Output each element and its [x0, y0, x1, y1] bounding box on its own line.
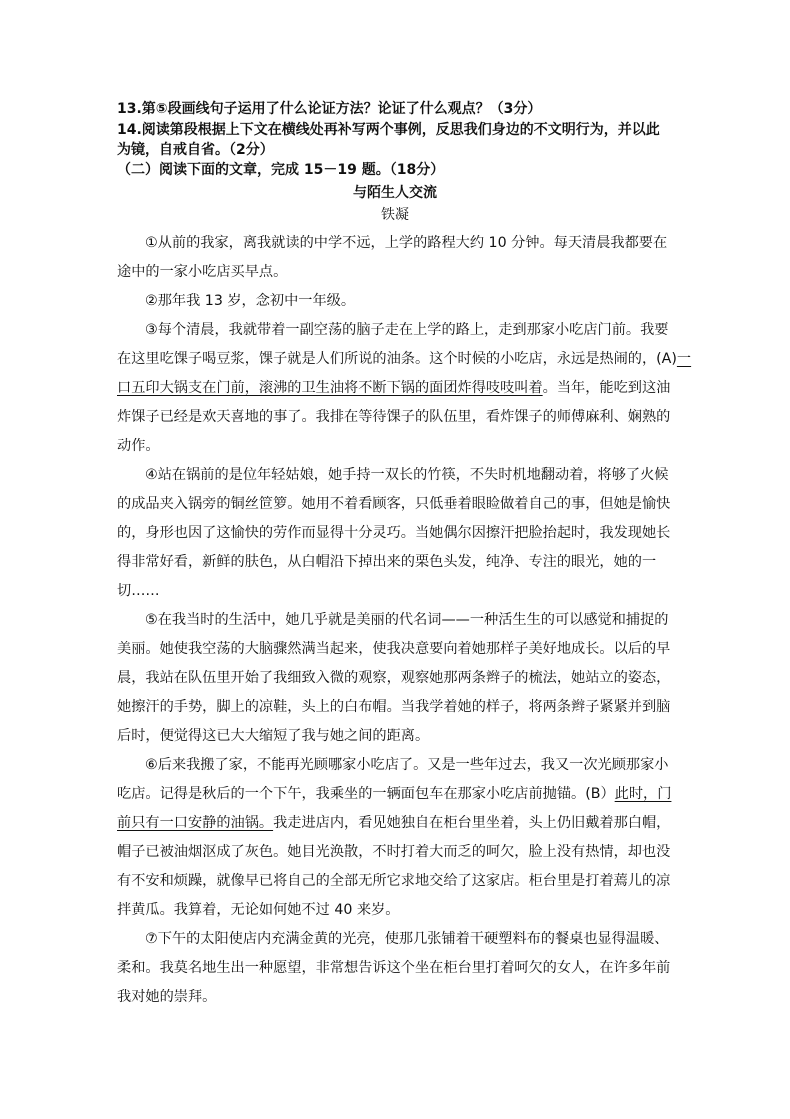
paragraph-7-line-3: 我对她的崇拜。 — [117, 989, 217, 1005]
paragraph-5-line-2: 美丽。她使我空荡的大脑骤然满当起来，使我决意要向着她那样子美好地成长。以后的早 — [117, 641, 671, 657]
paragraph-5-line-3: 晨，我站在队伍里开始了我细致入微的观察，观察她那两条辫子的梳法，她站立的姿态， — [117, 670, 671, 686]
paragraph-6-line-3-text: 我走进店内，看见她独自在柜台里坐着，头上仍旧戴着那白帽， — [273, 815, 671, 831]
paragraph-6-line-3 — [117, 812, 670, 832]
article-author: 铁凝 — [381, 207, 409, 223]
paragraph-5-line-5: 后时，便觉得这已大大缩短了我与她之间的距离。 — [117, 728, 430, 744]
paragraph-6-line-4: 帽子已被油烟沤成了灰色。她目光涣散，不时打着大而乏的呵欠，脸上没有热情，却也没 — [117, 844, 671, 860]
paragraph-5-line-4: 她擦汗的手势，脚上的凉鞋，头上的白布帽。当我学着她的样子，将两条辫子紧紧并到脑 — [117, 699, 671, 715]
question-14-line-1: 14.阅读第段根据上下文在横线处再补写两个事例，反思我们身边的不文明行为，并以此 — [117, 122, 660, 138]
article-title: 与陌生人交流 — [353, 185, 437, 201]
paragraph-6-line-5: 有不安和烦躁，就像早已将自己的全部无所它求地交给了这家店。柜台里是打着蔫儿的凉 — [117, 873, 671, 889]
paragraph-3-line-2 — [117, 348, 691, 368]
paragraph-3-line-2-text: 在这里吃馃子喝豆浆，馃子就是人们所说的油条。这个时候的小吃店，永远是热闹的，(A) — [117, 351, 677, 367]
paragraph-6-line-2-text: 吃店。记得是秋后的一个下午，我乘坐的一辆面包车在那家小吃店前抛锚。(B） — [117, 786, 615, 802]
paragraph-5-line-1: ⑤在我当时的生活中，她几乎就是美丽的代名词——一种活生生的可以感觉和捕捉的 — [145, 612, 669, 628]
underlined-sentence-a-start: 一 — [676, 351, 692, 367]
paragraph-7-line-1: ⑦下午的太阳使店内充满金黄的光亮，使那几张铺着干硬塑料布的餐桌也显得温暖、 — [145, 931, 669, 947]
question-13: 13.第⑤段画线句子运用了什么论证方法？论证了什么观点？（3分） — [117, 101, 542, 117]
paragraph-3-line-3-text: 。当年，能吃到这油 — [542, 380, 671, 396]
paragraph-2-line-1: ②那年我 13 岁，念初中一年级。 — [145, 293, 356, 309]
underlined-sentence-b-start: 此时，门 — [614, 786, 672, 802]
paragraph-4-line-3: 的，身形也因了这愉快的劳作而显得十分灵巧。当她偶尔因擦汗把脸抬起时，我发现她长 — [117, 525, 671, 541]
underlined-sentence-a: 口五印大锅支在门前，滚沸的卫生油将不断下锅的面团炸得吱吱叫着 — [117, 380, 543, 396]
paragraph-1-line-1: ①从前的我家，离我就读的中学不远，上学的路程大约 10 分钟。每天清晨我都要在 — [145, 235, 668, 251]
paragraph-4-line-4: 得非常好看，新鲜的肤色，从白帽沿下掉出来的栗色头发，纯净、专注的眼光，她的一 — [117, 554, 657, 570]
section-heading: （二）阅读下面的文章，完成 15－19 题。（18分） — [117, 162, 445, 178]
question-14-line-2: 为镜，自戒自省。（2分） — [117, 142, 274, 158]
paragraph-1-line-2: 途中的一家小吃店买早点。 — [117, 264, 288, 280]
paragraph-3-line-1: ③每个清晨，我就带着一副空荡的脑子走在上学的路上，走到那家小吃店门前。我要 — [145, 322, 669, 338]
paragraph-3-line-4: 炸馃子已经是欢天喜地的事了。我排在等待馃子的队伍里，看炸馃子的师傅麻利、娴熟的 — [117, 409, 671, 425]
paragraph-4-line-2: 的成品夹入锅旁的铜丝笸箩。她用不着看顾客，只低垂着眼睑做着自己的事，但她是愉快 — [117, 496, 671, 512]
paragraph-6-line-6: 拌黄瓜。我算着，无论如何她不过 40 来岁。 — [117, 902, 400, 918]
paragraph-6-line-2 — [117, 783, 671, 803]
underlined-sentence-b: 前只有一口安静的油锅。 — [117, 815, 274, 831]
paragraph-3-line-3 — [117, 377, 670, 397]
paragraph-3-line-5: 动作。 — [117, 438, 160, 454]
paragraph-6-line-1: ⑥后来我搬了家，不能再光顾哪家小吃店了。又是一些年过去，我又一次光顾那家小 — [145, 757, 669, 773]
paragraph-4-line-1: ④站在锅前的是位年轻姑娘，她手持一双长的竹筷，不失时机地翻动着，将够了火候 — [145, 467, 669, 483]
paragraph-4-line-5: 切…… — [117, 583, 160, 599]
paragraph-7-line-2: 柔和。我莫名地生出一种愿望，非常想告诉这个坐在柜台里打着呵欠的女人，在许多年前 — [117, 960, 671, 976]
